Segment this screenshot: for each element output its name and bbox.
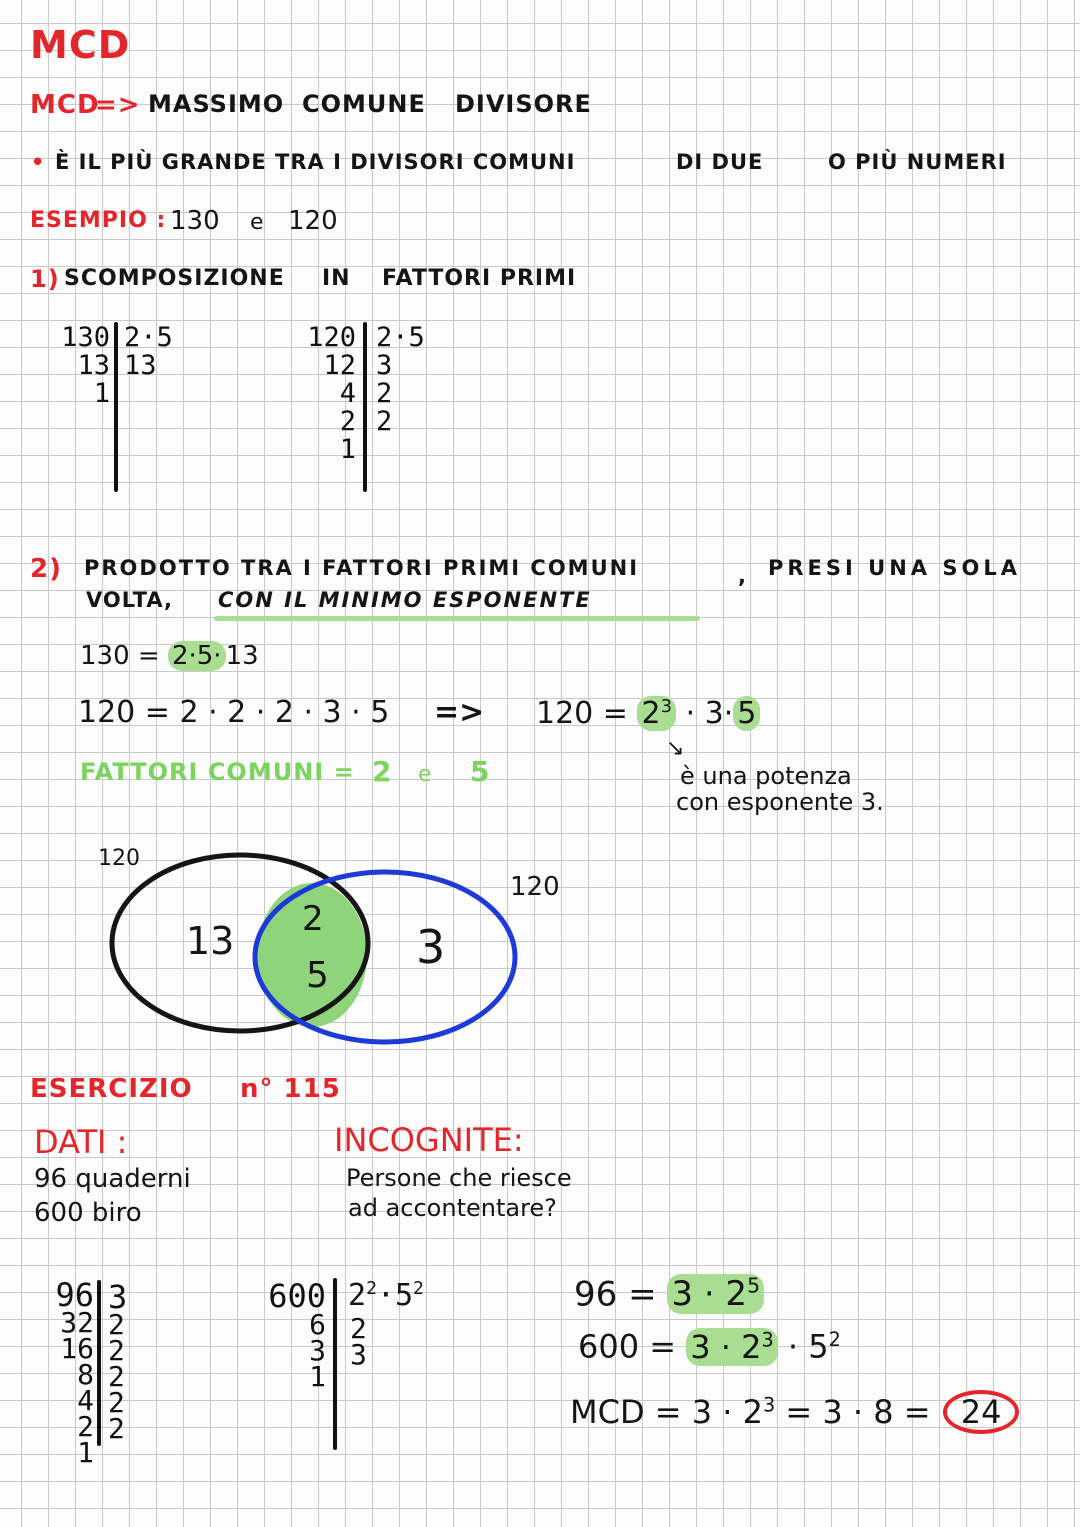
factor-cell: 13 xyxy=(124,350,157,381)
result-mcd-lhs: MCD = xyxy=(570,1393,682,1431)
venn-label-right: 120 xyxy=(510,872,560,902)
common-label: FATTORI COMUNI = xyxy=(80,758,355,786)
factor-cell: 3 xyxy=(108,1278,128,1316)
venn-only-left: 13 xyxy=(186,919,235,963)
factor-600-exp2: 2 xyxy=(413,1278,424,1299)
factor-600-exp1: 2 xyxy=(366,1278,377,1299)
result-600-rest: · 5 xyxy=(787,1327,829,1366)
definition-arrow: => xyxy=(95,90,141,120)
result-600-exp2: 2 xyxy=(828,1328,841,1351)
exercise-label: ESERCIZIO xyxy=(30,1074,193,1104)
venn-common-bottom: 5 xyxy=(306,955,329,996)
factor-600-base2: 5 xyxy=(394,1278,414,1313)
factor-600-top xyxy=(348,1280,424,1311)
factor-cell: 4 xyxy=(77,1384,94,1417)
factor-cell: 16 xyxy=(60,1332,94,1365)
factor-cell: 2 xyxy=(350,1312,367,1345)
venn-common-top: 2 xyxy=(302,899,324,939)
result-600-factors: 3 · 2 xyxy=(690,1327,762,1366)
step2-line2b: CON IL MINIMO ESPONENTE xyxy=(218,588,592,612)
factor-cell: 3 xyxy=(350,1338,367,1371)
definition-divisore: DIVISORE xyxy=(455,90,592,118)
factor-cell: 2 xyxy=(108,1386,125,1419)
common-and: e xyxy=(418,762,432,787)
definition-massimo: MASSIMO xyxy=(148,90,285,118)
factor-cell: 130 xyxy=(61,322,110,353)
bullet-dot: • xyxy=(30,148,46,178)
incognite-title: INCOGNITE: xyxy=(334,1121,524,1159)
factor-cell: 2 xyxy=(376,378,393,409)
factor-cell: 2·5 xyxy=(376,322,425,353)
factor-96-right xyxy=(108,1278,148,1445)
result-96 xyxy=(574,1274,764,1315)
example-and: e xyxy=(250,210,264,235)
step1-text-2: IN xyxy=(322,266,351,291)
incognite-line1: Persone che riesce xyxy=(346,1164,572,1192)
eq130-lhs: 130 = xyxy=(80,641,160,671)
factor-cell: 2·5 xyxy=(124,322,173,353)
incognite-line2: ad accontentare? xyxy=(348,1194,557,1222)
factor-cell: 2 xyxy=(77,1410,94,1443)
factor-cell: 2 xyxy=(376,406,393,437)
definition-abbr: MCD xyxy=(30,90,100,120)
page-title: MCD xyxy=(30,23,131,67)
factor-cell: 1 xyxy=(93,378,110,409)
factor-cell: 3 xyxy=(309,1334,326,1367)
step2-comma: , xyxy=(738,564,747,588)
eq120-exp: 3 xyxy=(660,696,673,717)
example-a: 130 xyxy=(170,206,220,236)
dati-line1: 96 quaderni xyxy=(34,1164,191,1194)
step2-line1a: PRODOTTO TRA I FATTORI PRIMI COMUNI xyxy=(84,556,640,580)
step1-number: 1) xyxy=(30,265,60,293)
dati-line2: 600 biro xyxy=(34,1198,142,1228)
factor-cell: 1 xyxy=(309,1360,326,1393)
note-line2: con esponente 3. xyxy=(676,788,884,816)
exercise-number: n° 115 xyxy=(240,1074,341,1104)
result-96-factors: 3 · 2 xyxy=(671,1274,748,1315)
result-600-lhs: 600 = xyxy=(578,1327,677,1366)
result-mcd-mid: 3 · 2 xyxy=(691,1393,763,1431)
factor-600-left xyxy=(256,1277,326,1393)
eq120-last: 5 xyxy=(733,696,760,731)
factor-cell: 600 xyxy=(268,1277,326,1315)
factor-cell: 8 xyxy=(77,1358,94,1391)
factor-cell: 4 xyxy=(339,378,356,409)
venn-only-right: 3 xyxy=(416,920,446,974)
eq120-arrow: => xyxy=(434,695,485,730)
bullet-text-1: È IL PIÙ GRANDE TRA I DIVISORI COMUNI xyxy=(55,150,576,174)
factor-600-right xyxy=(350,1312,390,1371)
common-a: 2 xyxy=(372,755,393,788)
step2-line2a: VOLTA, xyxy=(86,588,173,612)
factor-cell: 12 xyxy=(323,350,356,381)
step2-number: 2) xyxy=(30,554,62,584)
common-b: 5 xyxy=(470,755,491,788)
eq120-base: 2 xyxy=(641,696,661,731)
example-label: ESEMPIO : xyxy=(30,208,167,233)
result-96-exp: 5 xyxy=(747,1274,761,1298)
result-96-highlight xyxy=(667,1274,764,1314)
factor-600-base1: 2 xyxy=(348,1278,367,1313)
eq120-dot: · xyxy=(723,696,734,731)
factor-cell: 32 xyxy=(60,1306,94,1339)
definition-comune: COMUNE xyxy=(302,90,426,118)
factor-cell: 13 xyxy=(77,350,110,381)
venn-label-left: 120 xyxy=(98,846,140,871)
factor-cell: 1 xyxy=(77,1436,94,1469)
factor-cell: 2 xyxy=(108,1308,125,1341)
factor-cell: 2 xyxy=(339,406,356,437)
eq130-highlight: 2·5· xyxy=(168,641,226,671)
step1-text-3: FATTORI PRIMI xyxy=(382,266,577,291)
step1-text-1: SCOMPOSIZIONE xyxy=(64,266,285,291)
factor-cell: 2 xyxy=(108,1334,125,1367)
bullet-text-2: DI DUE xyxy=(676,150,764,174)
factor-600-divider xyxy=(333,1278,337,1450)
result-mcd-rest: = 3 · 8 = xyxy=(785,1393,931,1431)
factor-cell: 2 xyxy=(108,1360,125,1393)
step2-line1b: PRESI UNA SOLA xyxy=(768,556,1021,580)
example-b: 120 xyxy=(288,206,338,236)
factor-96-divider xyxy=(97,1280,101,1446)
factor-96-left xyxy=(34,1276,94,1469)
factor-600-dot: · xyxy=(376,1278,395,1313)
note-arrow-icon: ↘ xyxy=(666,736,685,761)
result-mcd-exp: 3 xyxy=(762,1393,776,1417)
eq130-rest: 13 xyxy=(225,641,259,671)
result-600 xyxy=(578,1327,841,1366)
eq120-lhs2: 120 = xyxy=(536,696,628,731)
eq120-left: 120 = 2 · 2 · 2 · 3 · 5 xyxy=(78,695,390,730)
factor-cell: 120 xyxy=(307,322,356,353)
bullet-text-3: O PIÙ NUMERI xyxy=(828,150,1007,174)
factor-cell: 6 xyxy=(309,1308,326,1341)
result-mcd xyxy=(570,1390,1019,1434)
dati-title: DATI : xyxy=(34,1123,128,1161)
note-line1: è una potenza xyxy=(680,762,852,790)
factor-cell: 3 xyxy=(376,350,393,381)
result-600-exp: 3 xyxy=(761,1328,774,1351)
result-96-lhs: 96 = xyxy=(574,1274,657,1315)
factor-cell: 1 xyxy=(339,434,356,465)
factor-cell: 96 xyxy=(55,1276,94,1314)
result-600-highlight xyxy=(686,1328,777,1366)
result-mcd-answer: 24 xyxy=(943,1390,1020,1434)
eq120-mid: · 3 xyxy=(685,696,724,731)
factor-cell: 2 xyxy=(108,1412,125,1445)
